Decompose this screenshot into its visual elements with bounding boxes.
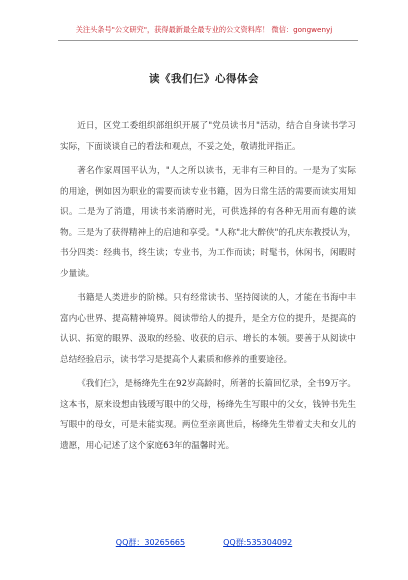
paragraph-4: 《我们仨》，是杨绛先生在92岁高龄时，所著的长篇回忆录，全书9万字。这本书，原来设想由钱瑷写眼中的父母，杨绛先生写眼中的父女，钱钟书先生写眼中的母女，可是未能实现。两位至亲离世后，杨绛先生带着丈夫和女儿的遗愿，用心记述了这个家庭63年的温馨时光。	[60, 379, 356, 451]
footer-qq-group-1[interactable]: QQ群：30265665	[115, 538, 186, 547]
document-body	[60, 116, 356, 460]
paragraph-2: 著名作家周国平认为，"人之所以读书，无非有三种目的。一是为了实际的用途，例如因为职业的需要而读专业书籍，因为日常生活的需要而读实用知识。二是为了消遣，用读书来消磨时光，可供选择的有各种无用而有趣的读物。三是为了获得精神上的启迪和享受。"人称"北大醉侠"的孔庆东教授认为，书分四类：经典书，终生读；专业书，为工作而读；时髦书，休闲书，闲暇时少量读。	[60, 166, 356, 279]
header-banner: 关注头条号"公文研究"，获得最新最全最专业的公文资料库！ 微信：gongwenyj	[75, 25, 333, 34]
paragraph-1: 近日，区党工委组织部组织开展了"党员读书月"活动，结合自身读书学习实际，下面谈谈自己的看法和观点，不妥之处，敬请批评指正。	[60, 121, 356, 152]
header-divider	[58, 40, 358, 41]
footer	[0, 537, 408, 548]
paragraph-3: 书籍是人类进步的阶梯。只有经常读书、坚持阅读的人，才能在书海中丰富内心世界、提高精神境界。阅读带给人的提升，是全方位的提升，是提高的认识、拓宽的眼界、汲取的经验、收获的启示、增长的本领。要善于从阅读中总结经验启示，读书学习是提高个人素质和修养的重要途径。	[60, 293, 356, 365]
footer-qq-group-2[interactable]: QQ群:535304092	[223, 538, 293, 547]
document-title: 读《我们仨》心得体会	[149, 73, 259, 85]
